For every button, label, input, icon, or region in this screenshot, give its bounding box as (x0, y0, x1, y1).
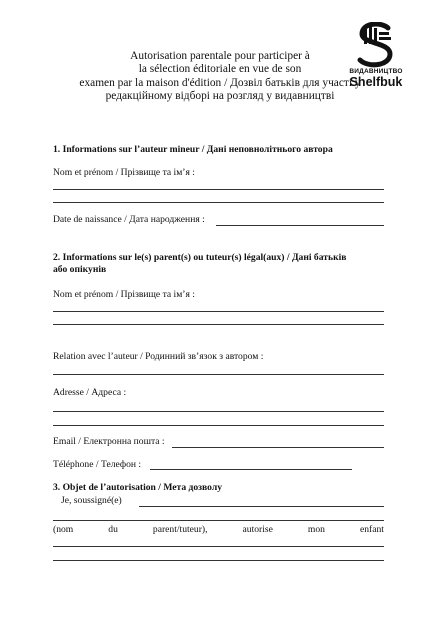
dob-label: Date de naissance / Дата народження : (53, 214, 205, 225)
title-line: la sélection éditoriale en vue de son (138, 63, 302, 76)
section2-heading (53, 252, 393, 276)
section2-heading-line: або опікунів (53, 264, 107, 275)
address-label: Adresse / Адреса : (53, 387, 127, 398)
phone-line[interactable] (150, 469, 352, 470)
statement-word: autorise (242, 524, 273, 535)
title-line: редакційному відборі на розгляд у видавництві (105, 90, 335, 103)
statement-word: mon (307, 524, 325, 535)
parent-name-line[interactable] (53, 324, 384, 325)
address-line[interactable] (53, 411, 384, 412)
soussigne-line[interactable] (53, 520, 384, 521)
section2-heading-line: 2. Informations sur le(s) parent(s) ou tuteur(s) légal(aux) / Дані батьків (53, 252, 347, 263)
title-line: examen par la maison d'édition / Дозвіл батьків для участі у (79, 76, 361, 89)
section3-heading: 3. Objet de l’autorisation / Мета дозволу (53, 482, 223, 493)
title-line: Autorisation parentale pour participer à (130, 50, 310, 62)
section1-heading: 1. Informations sur l’auteur mineur / Дані неповнолітнього автора (53, 144, 333, 155)
dob-line[interactable] (216, 225, 384, 226)
books-s-icon (344, 22, 408, 68)
soussigne-line[interactable] (139, 506, 384, 507)
soussigne-label: Je, soussigné(e) (61, 495, 122, 506)
minor-name-line[interactable] (53, 202, 384, 203)
statement-word: enfant (359, 524, 384, 535)
statement-word: du (108, 524, 118, 535)
statement-word: (nom (53, 524, 74, 535)
authorization-statement (53, 524, 384, 535)
email-label: Email / Електронна пошта : (53, 436, 165, 447)
child-name-line[interactable] (53, 546, 384, 547)
minor-name-line[interactable] (53, 189, 384, 190)
child-name-line[interactable] (53, 560, 384, 561)
relation-label: Relation avec l’auteur / Родинний зв’язок з автором : (53, 351, 264, 362)
statement-word: parent/tuteur), (152, 524, 208, 535)
parent-name-label: Nom et prénom / Прізвище та ім’я : (53, 289, 195, 300)
email-line[interactable] (172, 447, 384, 448)
logo-subtitle: ВИДАВНИЦТВО (349, 68, 403, 75)
phone-label: Téléphone / Телефон : (53, 459, 142, 470)
publisher-logo (344, 22, 408, 102)
logo-brand: Shelfbuk (349, 75, 403, 89)
minor-name-label: Nom et prénom / Прізвище та ім’я : (53, 167, 195, 178)
relation-line[interactable] (53, 374, 384, 375)
address-line[interactable] (53, 425, 384, 426)
parent-name-line[interactable] (53, 311, 384, 312)
